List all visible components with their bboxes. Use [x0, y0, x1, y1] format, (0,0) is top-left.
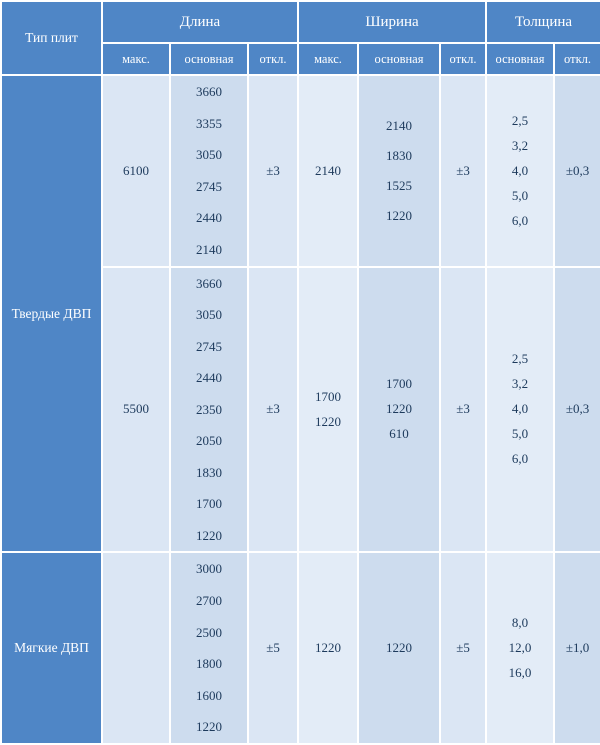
value: 5,0: [511, 426, 529, 442]
length-dev-hard-1: ±3: [248, 75, 298, 267]
thickness-dev-soft: ±1,0: [554, 552, 600, 744]
value: 2140: [386, 117, 413, 133]
header-length-max: макс.: [102, 43, 170, 75]
length-main-soft: [170, 552, 248, 744]
value: 1220: [196, 527, 222, 543]
value: 3,2: [511, 376, 529, 392]
width-max-hard-1: 2140: [298, 75, 358, 267]
value: 6,0: [511, 212, 529, 228]
value: 2440: [196, 210, 222, 226]
value: 1220: [196, 719, 222, 735]
value: 16,0: [508, 665, 532, 681]
thickness-main-hard-2: [486, 267, 554, 553]
header-length-main: основная: [170, 43, 248, 75]
thickness-main-hard-1: [486, 75, 554, 267]
thickness-main-soft: [486, 552, 554, 744]
width-dev-hard-1: ±3: [440, 75, 486, 267]
row-label-hard: Твердые ДВП: [1, 75, 102, 552]
value: 1600: [196, 687, 222, 703]
value: 5,0: [511, 187, 529, 203]
value: 2700: [196, 592, 222, 608]
value: 1220: [386, 401, 413, 417]
value: 1525: [386, 177, 413, 193]
header-thickness-main: основная: [486, 43, 554, 75]
width-max-hard-2: [298, 267, 358, 553]
table-row: [1, 552, 600, 744]
value: 1220: [315, 413, 342, 429]
value: 2140: [196, 241, 222, 257]
thickness-dev-hard-1: ±0,3: [554, 75, 600, 267]
width-dev-hard-2: ±3: [440, 267, 486, 553]
value: 2,5: [511, 351, 529, 367]
header-group-width: Ширина: [298, 1, 486, 43]
value: 2500: [196, 624, 222, 640]
value: 2745: [196, 338, 222, 354]
header-thickness-dev: откл.: [554, 43, 600, 75]
length-max-hard-1: 6100: [102, 75, 170, 267]
value: 2745: [196, 178, 222, 194]
header-width-max: макс.: [298, 43, 358, 75]
header-length-dev: откл.: [248, 43, 298, 75]
value: 3,2: [511, 137, 529, 153]
value: 4,0: [511, 401, 529, 417]
header-group-thickness: Толщина: [486, 1, 600, 43]
value: 6,0: [511, 451, 529, 467]
value: 1830: [386, 147, 413, 163]
header-group-length: Длина: [102, 1, 298, 43]
width-main-hard-1: [358, 75, 440, 267]
value: 1700: [196, 496, 222, 512]
header-width-main: основная: [358, 43, 440, 75]
width-dev-soft: ±5: [440, 552, 486, 744]
value: 1700: [315, 388, 342, 404]
value: 3050: [196, 307, 222, 323]
header-width-dev: откл.: [440, 43, 486, 75]
value: 1800: [196, 656, 222, 672]
table-row: [1, 75, 600, 267]
length-main-hard-1: [170, 75, 248, 267]
value: 4,0: [511, 162, 529, 178]
value: 1700: [386, 376, 413, 392]
value: 2440: [196, 370, 222, 386]
value: 8,0: [511, 615, 529, 631]
value: 2350: [196, 401, 222, 417]
width-main-soft: 1220: [358, 552, 440, 744]
length-max-soft: [102, 552, 170, 744]
length-main-hard-2: [170, 267, 248, 553]
length-dev-soft: ±5: [248, 552, 298, 744]
value: 610: [389, 426, 409, 442]
width-main-hard-2: [358, 267, 440, 553]
length-dev-hard-2: ±3: [248, 267, 298, 553]
value: 1830: [196, 464, 222, 480]
length-max-hard-2: 5500: [102, 267, 170, 553]
value: 12,0: [508, 640, 532, 656]
width-max-soft: 1220: [298, 552, 358, 744]
value: 3660: [196, 83, 222, 99]
value: 2050: [196, 433, 222, 449]
value: 3000: [196, 561, 222, 577]
value: 1220: [386, 207, 413, 223]
value: 3660: [196, 275, 222, 291]
row-label-soft: Мягкие ДВП: [1, 552, 102, 744]
value: 3355: [196, 115, 222, 131]
value: 3050: [196, 147, 222, 163]
thickness-dev-hard-2: ±0,3: [554, 267, 600, 553]
header-type: Тип плит: [1, 1, 102, 75]
table-header-row-groups: [1, 1, 600, 43]
value: 2,5: [511, 112, 529, 128]
